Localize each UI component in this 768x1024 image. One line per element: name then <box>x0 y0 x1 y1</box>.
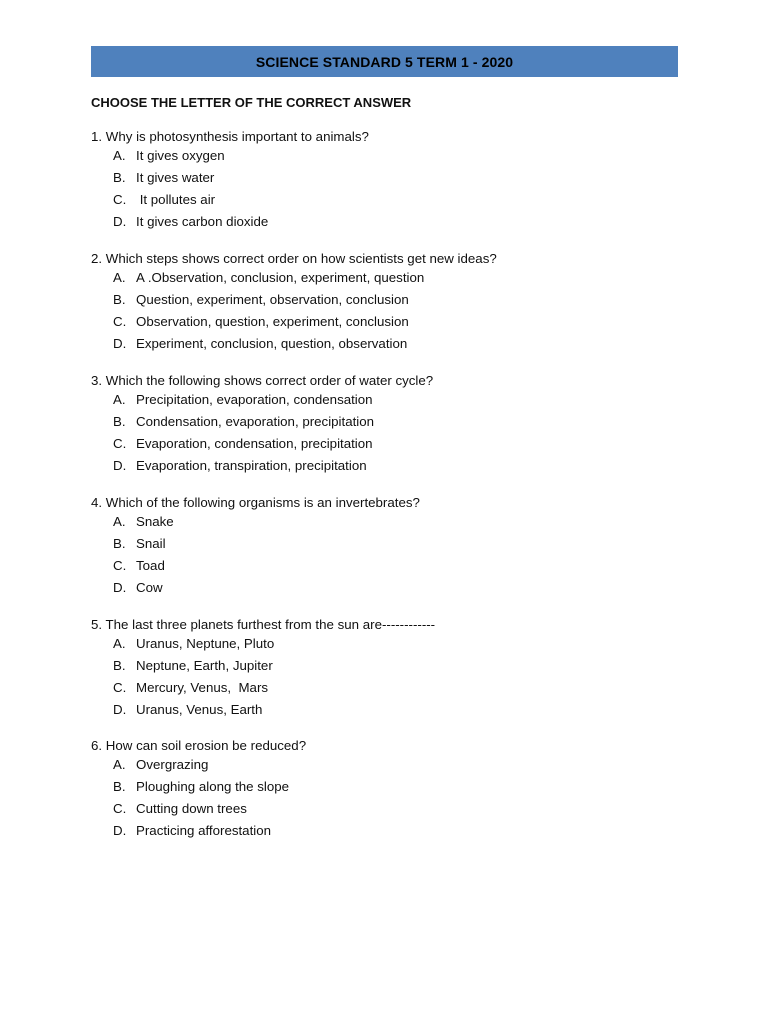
option-c <box>91 555 691 577</box>
option-a <box>91 145 691 167</box>
question-3 <box>91 373 691 477</box>
option-c <box>91 189 691 211</box>
option-text: Snake <box>136 514 174 529</box>
option-c <box>91 433 691 455</box>
option-text: Ploughing along the slope <box>136 779 290 794</box>
option-text: It gives oxygen <box>136 148 225 163</box>
option-text: It gives water <box>136 170 215 185</box>
option-letter: D. <box>113 214 127 229</box>
option-list <box>91 511 691 599</box>
question-text: 1. Why is photosynthesis important to animals? <box>91 129 369 144</box>
option-text: Toad <box>136 558 165 573</box>
option-a <box>91 511 691 533</box>
option-letter: D. <box>113 580 127 595</box>
option-d <box>91 699 691 721</box>
question-1 <box>91 129 691 233</box>
question-2 <box>91 251 691 355</box>
question-text: 3. Which the following shows correct order of water cycle? <box>91 373 434 388</box>
option-b <box>91 533 691 555</box>
option-text: It pollutes air <box>136 192 216 207</box>
option-list <box>91 389 691 477</box>
option-d <box>91 455 691 477</box>
option-text: It gives carbon dioxide <box>136 214 269 229</box>
instruction-text: CHOOSE THE LETTER OF THE CORRECT ANSWER <box>91 95 412 110</box>
option-b <box>91 167 691 189</box>
option-text: Cutting down trees <box>136 801 247 816</box>
option-letter: A. <box>113 514 126 529</box>
option-text: A .Observation, conclusion, experiment, question <box>136 270 425 285</box>
page-title: SCIENCE STANDARD 5 TERM 1 - 2020 <box>255 53 514 70</box>
option-d <box>91 333 691 355</box>
title-banner <box>91 46 678 77</box>
option-c <box>91 311 691 333</box>
question-text: 4. Which of the following organisms is an invertebrates? <box>91 495 420 510</box>
option-letter: D. <box>113 458 127 473</box>
option-b <box>91 411 691 433</box>
option-letter: A. <box>113 270 126 285</box>
option-letter: C. <box>113 558 127 573</box>
option-list <box>91 633 691 721</box>
option-letter: A. <box>113 148 126 163</box>
question-text: 5. The last three planets furthest from the sun are------------ <box>91 617 436 632</box>
question-6 <box>91 738 691 842</box>
option-text: Cow <box>136 580 163 595</box>
option-list <box>91 754 691 842</box>
option-letter: B. <box>113 170 126 185</box>
option-letter: C. <box>113 436 127 451</box>
option-b <box>91 289 691 311</box>
option-c <box>91 798 691 820</box>
option-letter: D. <box>113 823 127 838</box>
option-letter: B. <box>113 292 126 307</box>
option-d <box>91 577 691 599</box>
option-letter: B. <box>113 536 126 551</box>
option-text: Uranus, Venus, Earth <box>136 702 263 717</box>
option-text: Question, experiment, observation, conclusion <box>136 292 409 307</box>
option-text: Overgrazing <box>136 757 209 772</box>
option-letter: C. <box>113 680 127 695</box>
option-letter: B. <box>113 658 126 673</box>
option-letter: D. <box>113 702 127 717</box>
option-text: Experiment, conclusion, question, observation <box>136 336 408 351</box>
option-a <box>91 389 691 411</box>
option-list <box>91 267 691 355</box>
option-letter: C. <box>113 314 127 329</box>
question-text: 6. How can soil erosion be reduced? <box>91 738 307 753</box>
option-text: Observation, question, experiment, conclusion <box>136 314 409 329</box>
option-list <box>91 145 691 233</box>
question-4 <box>91 495 691 599</box>
option-text: Neptune, Earth, Jupiter <box>136 658 273 673</box>
option-text: Condensation, evaporation, precipitation <box>136 414 375 429</box>
question-5 <box>91 617 691 721</box>
option-c <box>91 677 691 699</box>
option-letter: D. <box>113 336 127 351</box>
option-letter: C. <box>113 192 127 207</box>
option-b <box>91 655 691 677</box>
option-letter: A. <box>113 757 126 772</box>
option-letter: C. <box>113 801 127 816</box>
option-letter: B. <box>113 414 126 429</box>
option-d <box>91 820 691 842</box>
option-d <box>91 211 691 233</box>
option-text: Uranus, Neptune, Pluto <box>136 636 275 651</box>
option-letter: A. <box>113 636 126 651</box>
option-a <box>91 633 691 655</box>
option-text: Evaporation, condensation, precipitation <box>136 436 373 451</box>
option-text: Evaporation, transpiration, precipitation <box>136 458 367 473</box>
option-text: Precipitation, evaporation, condensation <box>136 392 373 407</box>
option-text: Snail <box>136 536 166 551</box>
question-text: 2. Which steps shows correct order on how scientists get new ideas? <box>91 251 497 266</box>
option-letter: B. <box>113 779 126 794</box>
option-a <box>91 754 691 776</box>
option-b <box>91 776 691 798</box>
option-a <box>91 267 691 289</box>
option-text: Practicing afforestation <box>136 823 272 838</box>
option-text: Mercury, Venus, Mars <box>136 680 269 695</box>
option-letter: A. <box>113 392 126 407</box>
